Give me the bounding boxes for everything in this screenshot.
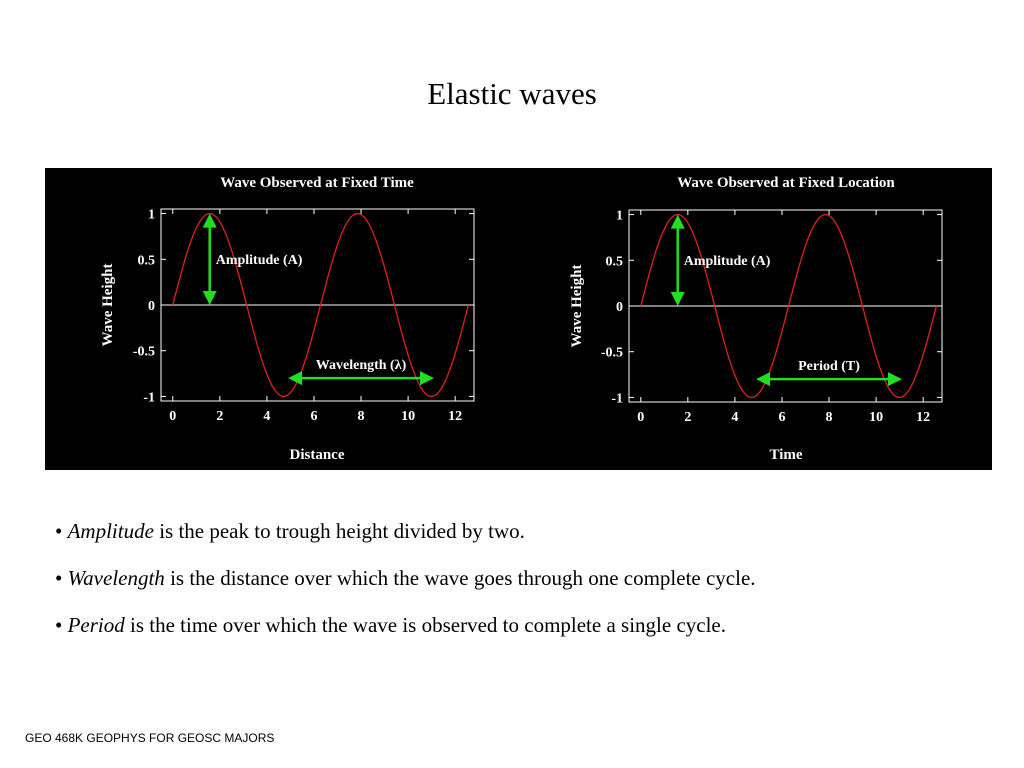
- definition-amplitude: is the peak to trough height divided by two.: [153, 519, 525, 543]
- bullet-mark: •: [55, 519, 63, 543]
- chart2-y-axis-label: Wave Height: [569, 264, 585, 348]
- chart1-y-tick-label: 1: [148, 207, 155, 223]
- bullet-period: [55, 612, 995, 638]
- chart2-y-tick-label: 0: [616, 300, 623, 315]
- chart2-y-tick-label: 0.5: [605, 254, 623, 270]
- chart1-span-arrow-head-left: [288, 371, 302, 385]
- bullet-mark: •: [55, 566, 63, 590]
- chart1-title: Wave Observed at Fixed Time: [220, 175, 414, 191]
- footer-course-label: GEO 468K GEOPHYS FOR GEOSC MAJORS: [25, 731, 275, 745]
- chart1-y-tick-label: -0.5: [132, 344, 155, 360]
- chart1-y-tick-label: 0: [148, 299, 155, 314]
- chart1-x-tick-label: 10: [401, 409, 416, 424]
- chart2-x-tick-label: 8: [825, 410, 833, 425]
- chart2-title: Wave Observed at Fixed Location: [677, 175, 895, 191]
- chart2-x-tick-label: 6: [778, 410, 786, 425]
- chart1-y-axis-label: Wave Height: [100, 263, 116, 347]
- chart2-y-tick-label: -1: [611, 391, 623, 407]
- chart1-y-tick-label: -1: [143, 390, 155, 406]
- chart1-x-tick-label: 6: [310, 409, 318, 424]
- chart2-span-label: Period (T): [798, 359, 860, 375]
- chart1-span-label: Wavelength (λ): [315, 358, 407, 374]
- chart2-amplitude-label: Amplitude (A): [683, 253, 771, 269]
- wave-figure: [45, 168, 992, 470]
- chart2-x-tick-label: 0: [637, 410, 645, 425]
- chart2-x-tick-label: 10: [869, 410, 884, 425]
- chart2-y-tick-label: 1: [616, 208, 623, 224]
- chart1-x-tick-label: 12: [448, 409, 463, 424]
- wave-charts-svg: [45, 168, 992, 470]
- definition-wavelength: is the distance over which the wave goes through one complete cycle.: [164, 566, 756, 590]
- chart2-x-axis-label: Time: [769, 447, 803, 463]
- chart2-y-tick-label: -0.5: [600, 345, 623, 361]
- chart1-x-axis-label: Distance: [289, 447, 345, 463]
- term-wavelength: Wavelength: [67, 566, 165, 590]
- term-period: Period: [67, 613, 125, 637]
- chart2-x-tick-label: 12: [916, 410, 931, 425]
- chart2-x-tick-label: 2: [684, 410, 692, 425]
- chart1-span-arrow-head-right: [420, 371, 434, 385]
- chart1-y-tick-label: 0.5: [137, 253, 155, 269]
- chart1-amplitude-arrow-head-bottom: [203, 291, 217, 305]
- bullet-wavelength: [55, 565, 995, 591]
- chart2-amplitude-arrow-head-bottom: [671, 292, 685, 306]
- definition-period: is the time over which the wave is observed to complete a single cycle.: [124, 613, 726, 637]
- bullet-amplitude: [55, 518, 995, 544]
- chart1-x-tick-label: 0: [169, 409, 177, 424]
- bullet-mark: •: [55, 613, 63, 637]
- bullet-list: [55, 518, 995, 659]
- chart2-x-tick-label: 4: [731, 410, 739, 425]
- chart1-x-tick-label: 8: [357, 409, 365, 424]
- chart2-span-arrow-head-right: [888, 372, 902, 386]
- chart2-span-arrow-head-left: [756, 372, 770, 386]
- chart1-x-tick-label: 2: [216, 409, 224, 424]
- chart1-x-tick-label: 4: [263, 409, 271, 424]
- chart1-amplitude-label: Amplitude (A): [215, 252, 303, 268]
- term-amplitude: Amplitude: [67, 519, 154, 543]
- slide-title: Elastic waves: [427, 76, 597, 111]
